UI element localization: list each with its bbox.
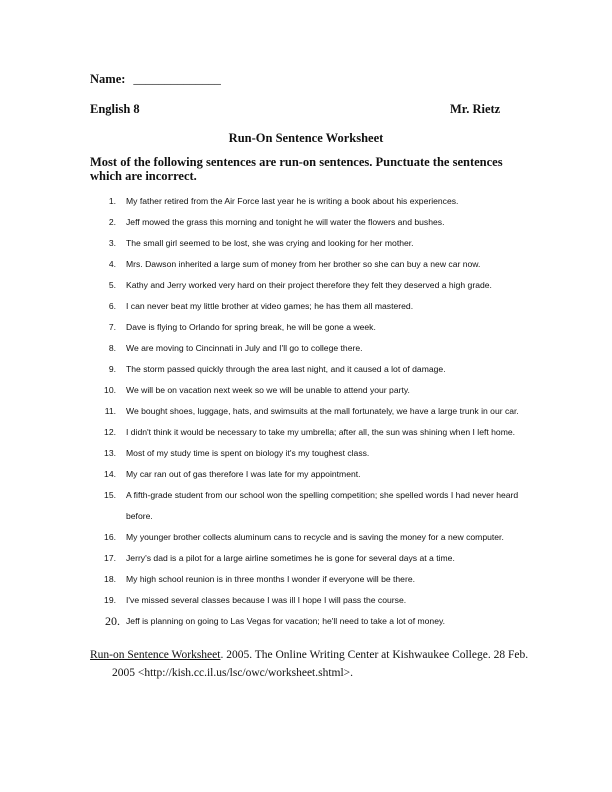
item-number: 3. (108, 238, 116, 248)
item-text: I can never beat my little brother at video games; he has them all mastered. (126, 301, 414, 311)
item-number: 10. (104, 385, 116, 395)
name-blank-line: ______________ (133, 72, 221, 86)
item-text: The small girl seemed to be lost, she was crying and looking for her mother. (126, 238, 414, 248)
item-number: 1. (108, 196, 116, 206)
item-text: My father retired from the Air Force last year he is writing a book about his experiences. (126, 196, 459, 206)
item-text: A fifth-grade student from our school won the spelling competition; she spelled words I had never heard (126, 490, 519, 500)
course-label: English 8 (90, 102, 140, 116)
item-number: 4. (108, 259, 116, 269)
item-text-continuation: before. (126, 511, 153, 521)
worksheet-title: Run-On Sentence Worksheet (228, 131, 384, 145)
citation-title: Run-on Sentence Worksheet (90, 649, 221, 661)
item-number: 20. (105, 614, 120, 628)
item-number: 12. (104, 427, 116, 437)
citation (90, 646, 560, 682)
item-text: We are moving to Cincinnati in July and I'll go to college there. (126, 343, 363, 353)
item-text: My younger brother collects aluminum cans to recycle and is saving the money for a new computer. (126, 532, 504, 542)
name-label: Name: (90, 72, 126, 86)
item-number: 6. (108, 301, 116, 311)
item-text: Mrs. Dawson inherited a large sum of money from her brother so she can buy a new car now. (126, 259, 481, 269)
name-field (90, 72, 221, 87)
item-number: 13. (104, 448, 116, 458)
item-number: 8. (108, 343, 116, 353)
item-text: I've missed several classes because I was ill I hope I will pass the course. (126, 595, 407, 605)
item-number: 9. (108, 364, 116, 374)
item-text: My car ran out of gas therefore I was late for my appointment. (126, 469, 361, 479)
item-text: Most of my study time is spent on biology it's my toughest class. (126, 448, 370, 458)
item-text: We will be on vacation next week so we will be unable to attend your party. (126, 385, 410, 395)
item-number: 19. (104, 595, 116, 605)
item-text: Jerry's dad is a pilot for a large airline sometimes he is gone for several days at a time. (126, 553, 455, 563)
item-number: 18. (104, 574, 116, 584)
instructions: Most of the following sentences are run-on sentences. Punctuate the sentences which are incorrect. (90, 155, 503, 183)
citation-url-line: 2005 <http://kish.cc.il.us/lsc/owc/worksheet.shtml>. (112, 667, 354, 679)
item-number: 16. (104, 532, 116, 542)
item-text: Jeff is planning on going to Las Vegas for vacation; he'll need to take a lot of money. (126, 616, 446, 626)
teacher-label: Mr. Rietz (450, 102, 501, 116)
item-number: 14. (104, 469, 116, 479)
item-text: Dave is flying to Orlando for spring break, he will be gone a week. (126, 322, 376, 332)
item-text: My high school reunion is in three months I wonder if everyone will be there. (126, 574, 415, 584)
item-number: 15. (104, 490, 116, 500)
item-number: 17. (104, 553, 116, 563)
item-text: I didn't think it would be necessary to take my umbrella; after all, the sun was shining when I left home. (126, 427, 516, 437)
item-number: 5. (108, 280, 116, 290)
item-number: 2. (108, 217, 116, 227)
item-text: Kathy and Jerry worked very hard on their project therefore they felt they deserved a high grade. (126, 280, 492, 290)
item-text: We bought shoes, luggage, hats, and swimsuits at the mall fortunately, we have a large trunk in our car. (126, 406, 519, 416)
item-text: Jeff mowed the grass this morning and tonight he will water the flowers and bushes. (126, 217, 445, 227)
citation-details: . 2005. The Online Writing Center at Kishwaukee College. 28 Feb. (220, 649, 529, 661)
item-text: The storm passed quickly through the area last night, and it caused a lot of damage. (126, 364, 446, 374)
item-number: 11. (104, 406, 116, 416)
item-number: 7. (108, 322, 116, 332)
